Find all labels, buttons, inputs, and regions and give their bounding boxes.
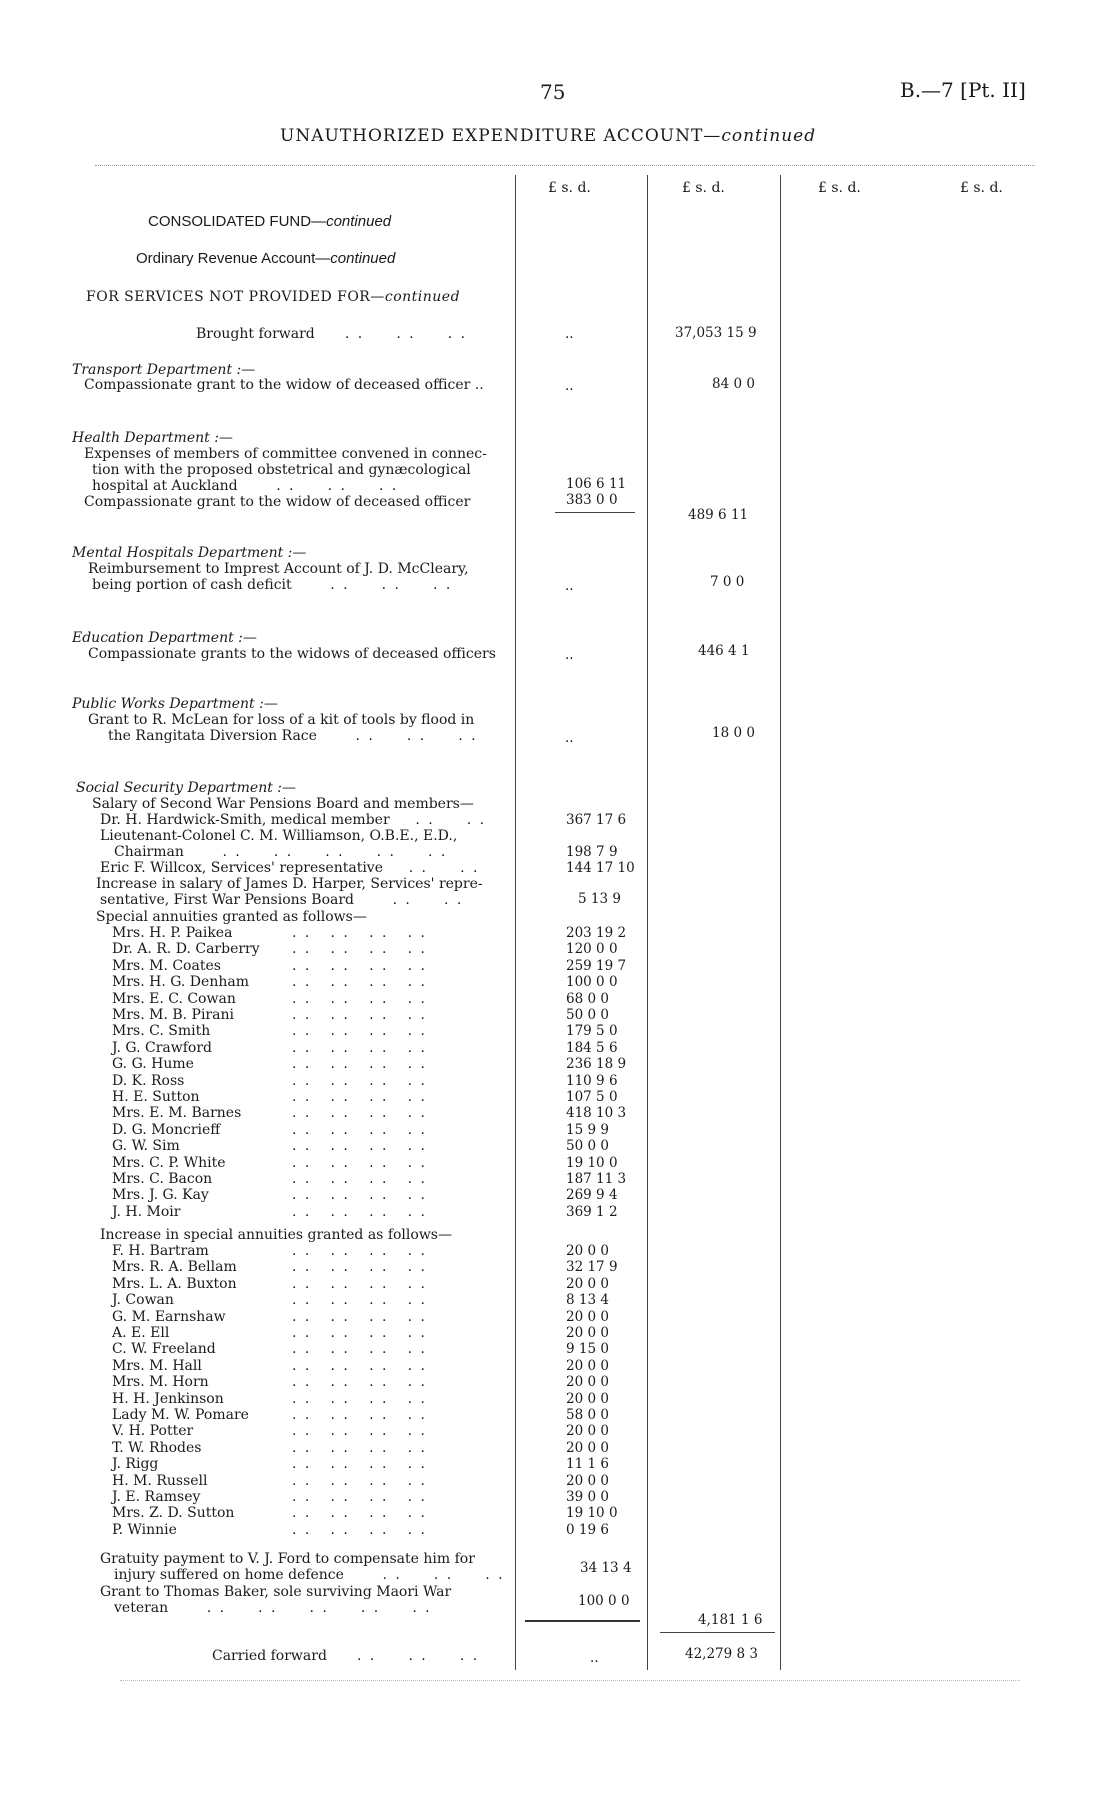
- health-line-3-text: hospital at Auckland: [92, 478, 238, 494]
- annuity-amount: 20 0 0: [566, 1374, 609, 1391]
- leader-dots: .. .. .. ..: [292, 1056, 434, 1073]
- mental-col1: ..: [565, 578, 574, 594]
- health-line-2: tion with the proposed obstetrical and gynæcological: [92, 462, 471, 478]
- social-salary-heading: Salary of Second War Pensions Board and members—: [92, 796, 474, 812]
- annuity-row-name: [112, 1472, 434, 1490]
- public-works-line-1: Grant to R. McLean for loss of a kit of tools by flood in: [88, 712, 475, 728]
- annuity-row-name: [112, 1187, 434, 1204]
- brought-forward-col1: ..: [565, 326, 574, 342]
- annuity-amount: 236 18 9: [566, 1056, 627, 1073]
- leader-dots: .. ..: [354, 892, 470, 908]
- baker-amount: 100 0 0: [578, 1593, 630, 1609]
- account-heading-suffix: continued: [330, 250, 396, 267]
- special-annuities-heading: Special annuities granted as follows—: [96, 909, 367, 925]
- annuity-name: J. H. Moir: [112, 1203, 181, 1220]
- annuity-name: Mrs. E. C. Cowan: [112, 990, 236, 1007]
- annuity-amount: 39 0 0: [566, 1489, 609, 1505]
- annuity-row-name: [112, 1056, 434, 1073]
- leader-dots: .. .. .. ..: [292, 1138, 434, 1155]
- annuity-amount: 184 5 6: [566, 1039, 618, 1056]
- annuity-row-name: [112, 1154, 434, 1172]
- annuity-row-name: [112, 1138, 434, 1155]
- leader-dots: .. .. ..: [316, 728, 484, 744]
- transport-heading: Transport Department :—: [72, 362, 256, 378]
- social-salary-4-amount: 144 17 10: [566, 860, 635, 876]
- annuity-name: D. K. Ross: [112, 1072, 185, 1089]
- leader-dots: .. .. .. ..: [292, 1023, 434, 1040]
- annuity-amount: 259 19 7: [566, 957, 627, 974]
- annuity-amount: 0 19 6: [566, 1521, 609, 1538]
- annuity-name: G. M. Earnshaw: [112, 1308, 226, 1325]
- services-heading: [86, 289, 460, 305]
- annuity-name: Mrs. L. A. Buxton: [112, 1275, 237, 1292]
- annuity-row-name: [112, 974, 434, 991]
- annuity-amount: 100 0 0: [566, 974, 618, 991]
- annuity-name: G. W. Sim: [112, 1138, 180, 1155]
- health-heading: Health Department :—: [72, 430, 233, 446]
- health-col1-1: 106 6 11: [566, 476, 627, 492]
- leader-dots: .. .. .. ..: [292, 1007, 434, 1023]
- leader-dots: .. .. .. ..: [292, 1505, 434, 1522]
- health-line-4: Compassionate grant to the widow of deceased officer: [84, 494, 471, 510]
- leader-dots: .. ..: [389, 812, 493, 828]
- social-increase-2-text: sentative, First War Pensions Board: [100, 892, 355, 908]
- annuity-name: Mrs. M. Horn: [112, 1374, 209, 1391]
- annuity-row-name: [112, 1505, 434, 1522]
- leader-dots: .. .. .. ..: [292, 1390, 434, 1407]
- public-works-line-2-text: the Rangitata Diversion Race: [108, 728, 317, 744]
- column-rule-2: [647, 175, 648, 1670]
- annuity-row-name: [112, 1489, 434, 1506]
- leader-dots: .. .. .. ..: [292, 1187, 434, 1204]
- leader-dots: .. .. .. .. ..: [168, 1600, 439, 1616]
- annuity-row-name: [112, 1407, 434, 1424]
- leader-dots: .. .. .. ..: [292, 974, 434, 991]
- social-salary-1-amount: 367 17 6: [566, 812, 627, 828]
- annuity-row-name: [112, 1423, 434, 1440]
- account-heading-main: Ordinary Revenue Account—: [136, 250, 331, 267]
- annuity-amount: 50 0 0: [566, 1007, 609, 1023]
- health-col1-2: 383 0 0: [566, 492, 618, 508]
- gratuity-line-2-text: injury suffered on home defence: [114, 1567, 344, 1583]
- annuity-amount: 120 0 0: [566, 941, 618, 958]
- social-total-rule: [660, 1632, 775, 1633]
- annuity-row-name: [112, 1023, 434, 1040]
- annuity-amount: 20 0 0: [566, 1357, 609, 1374]
- annuity-amount: 20 0 0: [566, 1308, 609, 1325]
- social-increase-2: [100, 892, 470, 909]
- leader-dots: .. .. .. ..: [292, 1121, 434, 1138]
- leader-dots: .. .. .. ..: [292, 1243, 434, 1259]
- leader-dots: .. ..: [383, 860, 486, 876]
- annuity-amount: 19 10 0: [566, 1505, 618, 1522]
- leader-dots: .. .. .. ..: [292, 1039, 434, 1056]
- annuity-row-name: [112, 1390, 434, 1408]
- annuity-name: P. Winnie: [112, 1521, 177, 1538]
- leader-dots: .. .. .. ..: [292, 1521, 434, 1538]
- public-works-heading: Public Works Department :—: [72, 696, 278, 712]
- annuity-row-name: [112, 1203, 434, 1221]
- increase-special-heading: Increase in special annuities granted as follows—: [100, 1227, 452, 1243]
- annuity-name: Mrs. H. G. Denham: [112, 974, 249, 991]
- leader-dots: .. .. ..: [237, 478, 405, 494]
- education-col1: ..: [565, 647, 574, 663]
- leader-dots: .. .. .. ..: [292, 1308, 434, 1325]
- column-rule-3: [780, 175, 781, 1670]
- social-increase-1: Increase in salary of James D. Harper, Services' repre-: [96, 876, 483, 892]
- social-salary-1: [100, 812, 492, 829]
- education-col2: 446 4 1: [698, 643, 750, 659]
- leader-dots: .. .. ..: [319, 326, 474, 342]
- annuity-amount: 20 0 0: [566, 1439, 609, 1456]
- leader-dots: .. .. .. ..: [292, 925, 434, 941]
- annuity-amount: 369 1 2: [566, 1203, 618, 1220]
- annuity-name: Mrs. R. A. Bellam: [112, 1259, 237, 1276]
- annuity-amount: 20 0 0: [566, 1275, 609, 1292]
- page-title-suffix: continued: [721, 126, 817, 146]
- carried-forward-label: [212, 1648, 486, 1664]
- annuity-row-name: [112, 1439, 434, 1457]
- annuity-amount: 179 5 0: [566, 1023, 618, 1040]
- annuity-row-name: [112, 1105, 434, 1122]
- annuity-row-name: [112, 1357, 434, 1375]
- mental-line-2: [92, 577, 459, 594]
- annuity-amount: 15 9 9: [566, 1121, 609, 1138]
- annuity-amount: 110 9 6: [566, 1072, 618, 1089]
- annuity-amount: 418 10 3: [566, 1105, 627, 1122]
- transport-line-text: Compassionate grant to the widow of deceased officer: [84, 377, 471, 393]
- annuity-amount: 107 5 0: [566, 1089, 618, 1105]
- carried-forward-col1: ..: [590, 1650, 599, 1666]
- social-heading: Social Security Department :—: [76, 780, 297, 796]
- annuity-name: J. Cowan: [112, 1292, 174, 1309]
- annuity-row-name: [112, 1007, 434, 1024]
- annuity-row-name: [112, 1072, 434, 1090]
- carried-forward-col2: 42,279 8 3: [685, 1646, 758, 1662]
- services-heading-suffix: continued: [384, 289, 461, 305]
- services-heading-main: FOR SERVICES NOT PROVIDED FOR—: [86, 289, 385, 305]
- annuity-amount: 20 0 0: [566, 1390, 609, 1407]
- transport-line: [84, 377, 484, 394]
- social-salary-3-amount: 198 7 9: [566, 844, 618, 860]
- fund-heading-suffix: continued: [326, 213, 392, 230]
- social-col2-total: 4,181 1 6: [698, 1612, 763, 1628]
- leader-dots: .. .. ..: [291, 577, 459, 593]
- annuity-name: Mrs. Z. D. Sutton: [112, 1505, 235, 1522]
- annuity-name: V. H. Potter: [112, 1423, 194, 1440]
- annuity-name: D. G. Moncrieff: [112, 1121, 221, 1138]
- column-header-1: £ s. d.: [548, 180, 591, 196]
- annuity-amount: 20 0 0: [566, 1423, 609, 1440]
- leader-dots: .. .. .. ..: [292, 1472, 434, 1489]
- annuity-row-name: [112, 941, 434, 958]
- transport-col2: 84 0 0: [712, 376, 755, 392]
- leader-dots: .. .. .. ..: [292, 1423, 434, 1440]
- baker-line-2: [114, 1600, 438, 1617]
- leader-dots: ..: [474, 377, 484, 393]
- annuity-amount: 19 10 0: [566, 1154, 618, 1171]
- public-works-col1: ..: [565, 730, 574, 746]
- social-salary-4: [100, 860, 486, 877]
- social-increase-amount: 5 13 9: [578, 891, 621, 907]
- annuity-amount: 187 11 3: [566, 1171, 627, 1187]
- gratuity-line-2: [114, 1567, 511, 1584]
- annuity-row-name: [112, 1341, 434, 1358]
- leader-dots: .. .. .. ..: [292, 1489, 434, 1505]
- leader-dots: .. .. .. ..: [292, 1325, 434, 1341]
- mental-heading: Mental Hospitals Department :—: [72, 545, 307, 561]
- health-line-3: [92, 478, 405, 495]
- annuity-row-name: [112, 957, 434, 975]
- annuity-name: Mrs. E. M. Barnes: [112, 1105, 242, 1122]
- fund-heading: [148, 213, 391, 230]
- gratuity-amount: 34 13 4: [580, 1560, 632, 1576]
- leader-dots: .. .. .. ..: [292, 1154, 434, 1171]
- brought-forward-text: Brought forward: [196, 326, 315, 342]
- annuity-name: J. Rigg: [112, 1456, 159, 1473]
- brought-forward-col2: 37,053 15 9: [675, 325, 757, 341]
- column-header-4: £ s. d.: [960, 180, 1003, 196]
- annuity-row-name: [112, 1243, 434, 1260]
- leader-dots: .. .. .. ..: [292, 1171, 434, 1187]
- social-salary-4-text: Eric F. Willcox, Services' representative: [100, 860, 383, 876]
- footer-rule: [120, 1680, 1020, 1681]
- annuity-amount: 20 0 0: [566, 1472, 609, 1489]
- annuity-name: Mrs. C. Bacon: [112, 1171, 213, 1187]
- leader-dots: .. .. .. ..: [292, 1407, 434, 1423]
- annuity-row-name: [112, 1171, 434, 1188]
- annuity-name: Lady M. W. Pomare: [112, 1407, 249, 1423]
- account-heading: [136, 250, 395, 267]
- health-col2: 489 6 11: [688, 507, 749, 523]
- leader-dots: .. .. ..: [343, 1567, 511, 1583]
- annuity-row-name: [112, 925, 434, 942]
- annuity-row-name: [112, 1259, 434, 1276]
- leader-dots: .. .. .. ..: [292, 1072, 434, 1089]
- annuity-amount: 203 19 2: [566, 925, 627, 941]
- leader-dots: .. .. ..: [331, 1648, 486, 1664]
- carried-forward-text: Carried forward: [212, 1648, 327, 1664]
- mental-line-2-text: being portion of cash deficit: [92, 577, 292, 593]
- social-salary-3-text: Chairman: [114, 844, 184, 860]
- leader-dots: .. .. .. ..: [292, 1105, 434, 1122]
- social-salary-2: Lieutenant-Colonel C. M. Williamson, O.B.E., E.D.,: [100, 828, 458, 844]
- annuity-row-name: [112, 1456, 434, 1473]
- annuity-row-name: [112, 1325, 434, 1342]
- annuity-row-name: [112, 990, 434, 1008]
- public-works-col2: 18 0 0: [712, 725, 755, 741]
- leader-dots: .. .. .. ..: [292, 1357, 434, 1374]
- annuity-amount: 20 0 0: [566, 1243, 609, 1259]
- leader-dots: .. .. .. ..: [292, 990, 434, 1007]
- education-line: Compassionate grants to the widows of deceased officers: [88, 646, 496, 662]
- annuity-name: T. W. Rhodes: [112, 1439, 202, 1456]
- annuity-row-name: [112, 1292, 434, 1309]
- annuity-row-name: [112, 1275, 434, 1293]
- public-works-line-2: [108, 728, 484, 745]
- page-title-main: UNAUTHORIZED EXPENDITURE ACCOUNT—: [280, 126, 722, 146]
- column-rule-1: [515, 175, 516, 1670]
- baker-line-1: Grant to Thomas Baker, sole surviving Maori War: [100, 1584, 452, 1600]
- leader-dots: .. .. .. ..: [292, 1275, 434, 1292]
- baker-line-2-text: veteran: [114, 1600, 169, 1616]
- annuity-name: Mrs. J. G. Kay: [112, 1187, 209, 1204]
- leader-dots: .. .. .. ..: [292, 1341, 434, 1358]
- annuity-name: J. E. Ramsey: [112, 1489, 201, 1505]
- page-number: 75: [540, 80, 566, 104]
- annuity-row-name: [112, 1089, 434, 1106]
- leader-dots: .. .. .. ..: [292, 1439, 434, 1456]
- annuity-row-name: [112, 1374, 434, 1391]
- annuity-amount: 58 0 0: [566, 1407, 609, 1423]
- brought-forward-label: [196, 326, 473, 342]
- annuity-amount: 68 0 0: [566, 990, 609, 1007]
- annuity-name: Mrs. M. Coates: [112, 957, 221, 974]
- health-line-1: Expenses of members of committee convened in connec-: [84, 446, 487, 462]
- leader-dots: .. .. .. ..: [292, 1456, 434, 1473]
- leader-dots: .. .. .. ..: [292, 1259, 434, 1276]
- social-subtotal-rule: [525, 1620, 640, 1622]
- annuity-amount: 9 15 0: [566, 1341, 609, 1358]
- mental-line-1: Reimbursement to Imprest Account of J. D. McCleary,: [88, 561, 469, 577]
- annuity-amount: 50 0 0: [566, 1138, 609, 1155]
- header-rule: [95, 165, 1035, 166]
- annuity-name: H. H. Jenkinson: [112, 1390, 224, 1407]
- leader-dots: .. .. .. ..: [292, 1203, 434, 1220]
- annuity-name: J. G. Crawford: [112, 1039, 213, 1056]
- annuity-amount: 8 13 4: [566, 1292, 609, 1309]
- annuity-amount: 269 9 4: [566, 1187, 618, 1204]
- social-salary-1-text: Dr. H. Hardwick-Smith, medical member: [100, 812, 390, 828]
- column-header-2: £ s. d.: [682, 180, 725, 196]
- annuity-name: Mrs. C. P. White: [112, 1154, 226, 1171]
- health-subtotal-rule: [555, 512, 635, 513]
- annuity-name: Mrs. H. P. Paikea: [112, 925, 233, 941]
- gratuity-line-1: Gratuity payment to V. J. Ford to compensate him for: [100, 1551, 475, 1567]
- annuity-name: Dr. A. R. D. Carberry: [112, 941, 260, 958]
- annuity-row-name: [112, 1039, 434, 1057]
- annuity-row-name: [112, 1308, 434, 1326]
- annuity-name: Mrs. M. Hall: [112, 1357, 202, 1374]
- fund-heading-main: CONSOLIDATED FUND—: [148, 213, 327, 230]
- annuity-row-name: [112, 1521, 434, 1539]
- leader-dots: .. .. .. .. ..: [183, 844, 454, 860]
- annuity-name: H. M. Russell: [112, 1472, 208, 1489]
- annuity-name: A. E. Ell: [112, 1325, 170, 1341]
- leader-dots: .. .. .. ..: [292, 941, 434, 958]
- leader-dots: .. .. .. ..: [292, 1292, 434, 1309]
- annuity-name: Mrs. M. B. Pirani: [112, 1007, 234, 1023]
- annuity-name: G. G. Hume: [112, 1056, 194, 1073]
- annuity-name: Mrs. C. Smith: [112, 1023, 211, 1040]
- column-header-3: £ s. d.: [818, 180, 861, 196]
- education-heading: Education Department :—: [72, 630, 257, 646]
- leader-dots: .. .. .. ..: [292, 957, 434, 974]
- transport-col1: ..: [565, 378, 574, 394]
- annuity-amount: 32 17 9: [566, 1259, 618, 1276]
- mental-col2: 7 0 0: [710, 574, 745, 590]
- document-reference: B.—7 [Pt. II]: [900, 78, 1026, 102]
- annuity-name: F. H. Bartram: [112, 1243, 209, 1259]
- annuity-row-name: [112, 1121, 434, 1139]
- annuity-amount: 20 0 0: [566, 1325, 609, 1341]
- annuity-amount: 11 1 6: [566, 1456, 609, 1473]
- annuity-name: H. E. Sutton: [112, 1089, 200, 1105]
- page-title: [280, 126, 816, 146]
- leader-dots: .. .. .. ..: [292, 1374, 434, 1391]
- annuity-name: C. W. Freeland: [112, 1341, 216, 1358]
- social-salary-3: [114, 844, 454, 861]
- leader-dots: .. .. .. ..: [292, 1089, 434, 1105]
